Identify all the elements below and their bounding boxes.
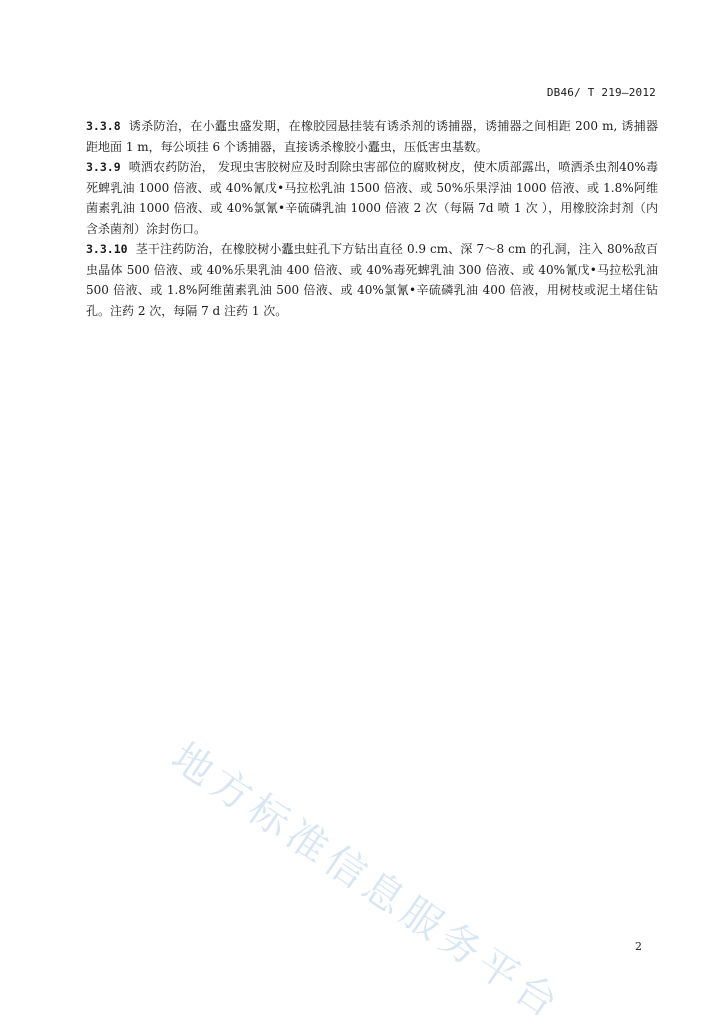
clause-number: 3.3.9	[86, 160, 121, 174]
clause-number: 3.3.10	[86, 242, 128, 256]
standard-code-header: DB46/ T 219—2012	[546, 86, 656, 99]
document-body	[86, 116, 658, 321]
clause-number: 3.3.8	[86, 119, 121, 133]
page-number: 2	[635, 940, 642, 953]
clause-text: 诱杀防治，在小蠹虫盛发期，在橡胶园悬挂装有诱杀剂的诱捕器，诱捕器之间相距 200 m, 诱捕器距地面 1 m，每公顷挂 6 个诱捕器，直接诱杀橡胶小蠹虫，压低害虫基数。	[86, 119, 658, 154]
clause-3-3-10	[86, 239, 658, 321]
clause-3-3-9	[86, 157, 658, 239]
clause-text: 茎干注药防治，在橡胶树小蠹虫蛀孔下方钻出直径 0.9 cm、深 7～8 cm 的孔洞，注入 80%敌百虫晶体 500 倍液、或 40%乐果乳油 400 倍液、或 40%毒死蜱乳油 300 倍液、或 40%氰戊•马拉松乳油 500 倍液、或 1.8%阿维菌素乳油 500 倍液、或 40%氯氰•辛硫磷乳油 400 倍液，用树枝或泥土堵住钻孔。注药 2 次，每隔 7 d 注药 1 次。	[86, 242, 658, 318]
watermark-text: 地方标准信息服务平台	[163, 734, 571, 1030]
clause-3-3-8	[86, 116, 658, 157]
clause-text: 喷洒农药防治， 发现虫害胶树应及时刮除虫害部位的腐败树皮，使木质部露出，喷洒杀虫剂40%毒死蜱乳油 1000 倍液、或 40%氰戊•马拉松乳油 1500 倍液、或 50%乐果浮油 1000 倍液、或 1.8%阿维菌素乳油 1000 倍液、或 40%氯氰•辛硫磷乳油 1000 倍液 2 次（每隔 7d 喷 1 次 ），用橡胶涂封剂（内含杀菌剂）涂封伤口。	[86, 160, 658, 236]
